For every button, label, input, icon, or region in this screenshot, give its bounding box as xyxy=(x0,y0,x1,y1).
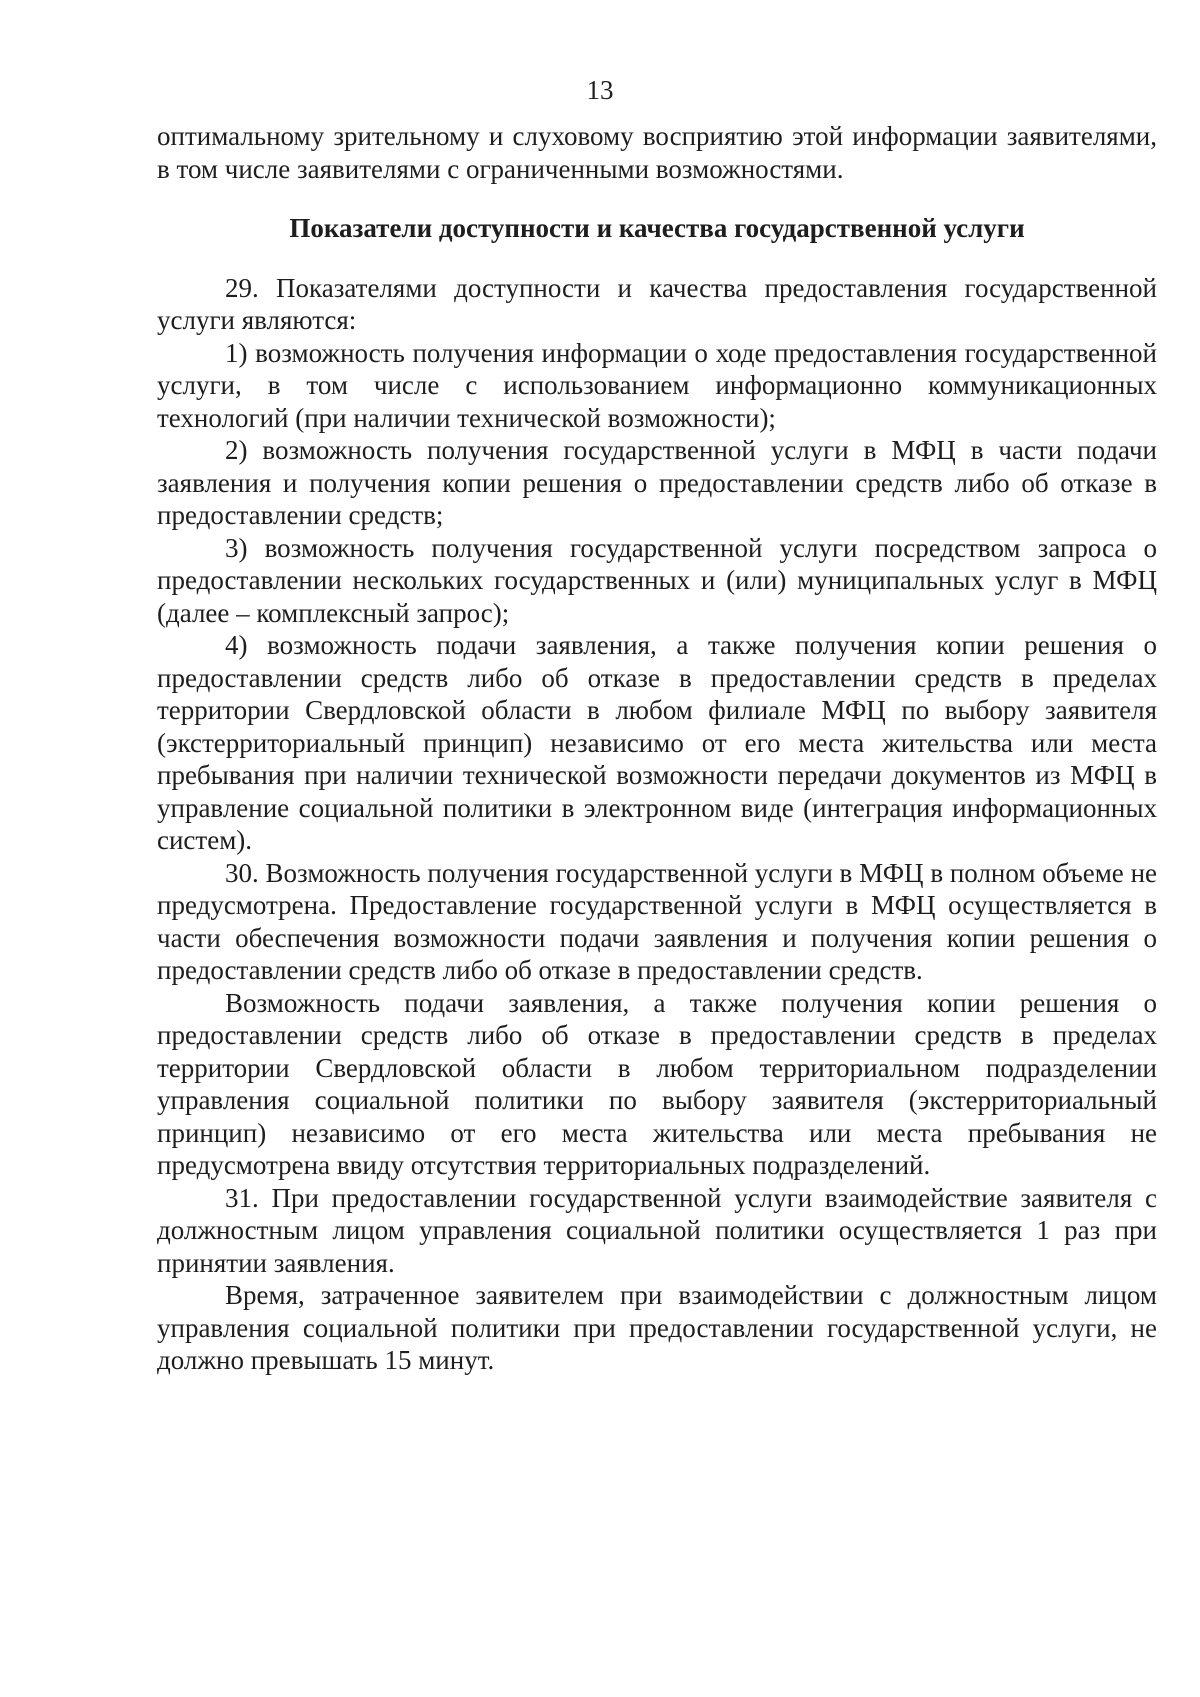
list-item-4: 4) возможность подачи заявления, а также получения копии решения о предоставлении средств либо об отказе в предоставлении средств в пределах территории Свердловской области в любом филиале МФЦ по выбору заявителя (экстерриториальный принцип) независимо от его места жительства или места пребывания при наличии технической возможности передачи документов из МФЦ в управление социальной политики в электронном виде (интеграция информационных систем). xyxy=(157,630,1157,855)
paragraph-30: 30. Возможность получения государственной услуги в МФЦ в полном объеме не предусмотрена. Предоставление государственной услуги в МФЦ осуществляется в части обеспечения возможности подачи заявления и получения копии решения о предоставлении средств либо об отказе в предоставлении средств. xyxy=(157,857,1157,985)
paragraph-29: 29. Показателями доступности и качества предоставления государственной услуги являются: xyxy=(157,272,1157,335)
list-item-3: 3) возможность получения государственной услуги посредством запроса о предоставлении нескольких государственных и (или) муниципальных услуг в МФЦ (далее – комплексный запрос); xyxy=(157,532,1157,628)
paragraph-31-continued: Время, затраченное заявителем при взаимодействии с должностным лицом управления социальной политики при предоставлении государственной услуги, не должно превышать 15 минут. xyxy=(157,1280,1157,1375)
paragraph-30-continued: Возможность подачи заявления, а также получения копии решения о предоставлении средств либо об отказе в предоставлении средств в пределах территории Свердловской области в любом территориальном подразделении управления социальной политики по выбору заявителя (экстерриториальный принцип) независимо от его места жительства или места пребывания не предусмотрена ввиду отсутствия территориальных подразделений. xyxy=(157,987,1157,1180)
page-number: 13 xyxy=(586,75,614,105)
list-item-2: 2) возможность получения государственной услуги в МФЦ в части подачи заявления и получения копии решения о предоставлении средств либо об отказе в предоставлении средств; xyxy=(157,435,1157,530)
intro-paragraph: оптимальному зрительному и слуховому восприятию этой информации заявителями, в том числе заявителями с ограниченными возможностями. xyxy=(157,121,1157,184)
section-heading: Показатели доступности и качества государственной услуги xyxy=(289,213,1025,243)
paragraph-31: 31. При предоставлении государственной услуги взаимодействие заявителя с должностным лицом управления социальной политики осуществляется 1 раз при принятии заявления. xyxy=(157,1182,1157,1278)
list-item-1: 1) возможность получения информации о ходе предоставления государственной услуги, в том числе с использованием информационно коммуникационных технологий (при наличии технической возможности); xyxy=(157,337,1157,433)
document-body xyxy=(157,120,1157,1377)
